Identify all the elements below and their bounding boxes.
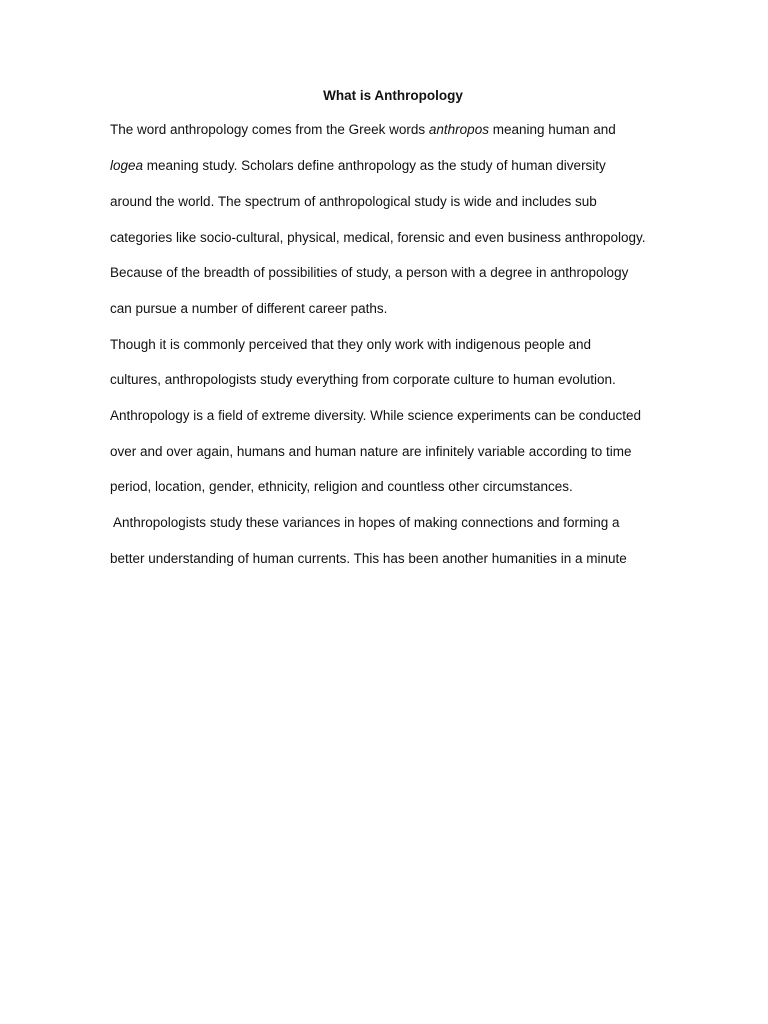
italic-word-logea: logea	[110, 158, 144, 173]
text-line-9: Anthropology is a field of extreme diversity. While science experiments can be conducted	[110, 408, 642, 423]
text-line-1	[110, 120, 616, 140]
text-line-4: categories like socio-cultural, physical, medical, forensic and even business anthropology.	[110, 230, 646, 245]
italic-word-anthropos: anthropos	[428, 122, 489, 137]
text-line-5: Because of the breadth of possibilities of study, a person with a degree in anthropology	[110, 265, 629, 280]
text-segment: meaning study. Scholars define anthropology as the study of human diversity	[143, 158, 606, 173]
text-line-11: period, location, gender, ethnicity, religion and countless other circumstances.	[110, 479, 573, 494]
document-title: What is Anthropology	[323, 88, 463, 103]
text-line-6: can pursue a number of different career paths.	[110, 301, 388, 316]
text-line-8: cultures, anthropologists study everything from corporate culture to human evolution.	[110, 372, 616, 387]
text-line-10: over and over again, humans and human nature are infinitely variable according to time	[110, 444, 632, 459]
text-line-7: Though it is commonly perceived that they only work with indigenous people and	[110, 337, 592, 352]
text-line-13: better understanding of human currents. This has been another humanities in a minute	[110, 551, 627, 566]
text-line-12: Anthropologists study these variances in hopes of making connections and forming a	[110, 515, 620, 530]
text-line-2	[110, 156, 606, 176]
text-segment: meaning human and	[488, 122, 616, 137]
text-segment: The word anthropology comes from the Greek words	[110, 122, 429, 137]
text-line-3: around the world. The spectrum of anthropological study is wide and includes sub	[110, 194, 597, 209]
